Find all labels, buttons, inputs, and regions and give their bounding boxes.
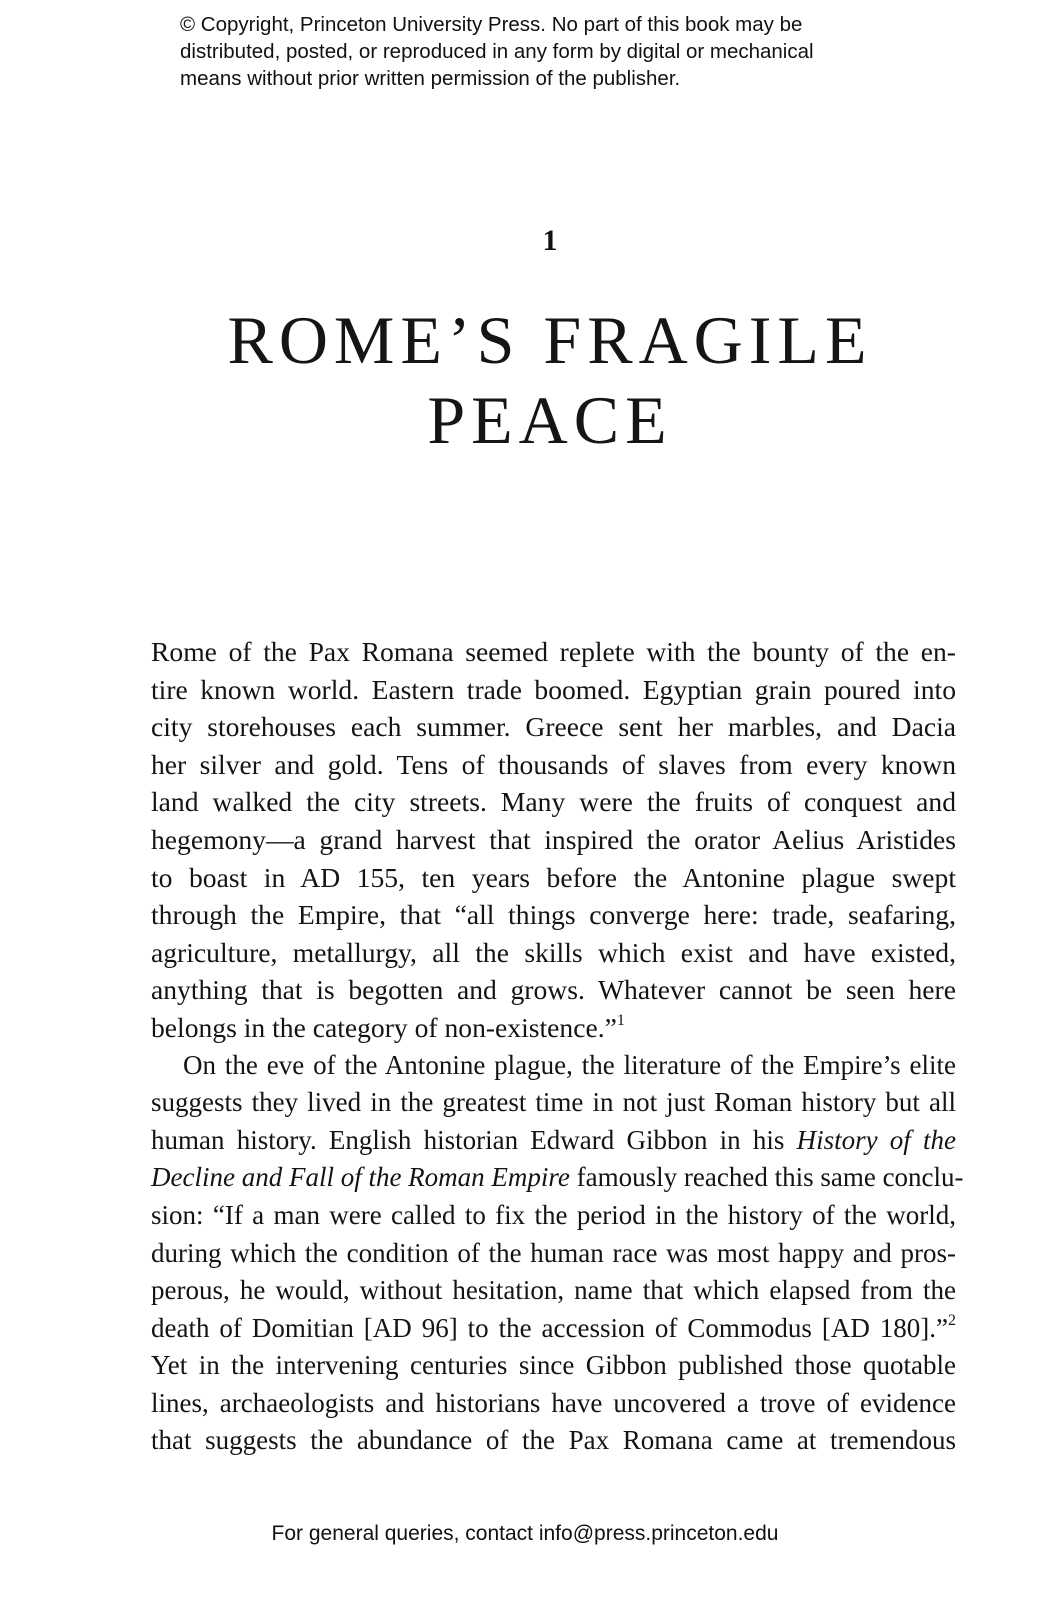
body-text xyxy=(151,633,964,1460)
text-segment: human history. English historian Edward Gibbon in his xyxy=(151,1124,797,1155)
text-line: Yet in the intervening centuries since Gibbon published those quotable xyxy=(151,1350,956,1381)
footnote-marker: 2 xyxy=(948,1311,956,1329)
copyright-line: means without prior written permission of the publisher. xyxy=(180,67,681,90)
text-line xyxy=(151,1009,956,1047)
footer-contact: For general queries, contact info@press.princeton.edu xyxy=(271,1522,779,1545)
text-line: to boast in AD 155, ten years before the Antonine plague swept xyxy=(151,861,956,893)
text-line xyxy=(151,1122,956,1160)
footnote-marker: 1 xyxy=(616,1011,625,1029)
text-line: Rome of the Pax Romana seemed replete with the bounty of the en- xyxy=(151,636,956,667)
chapter-title-line: ROME’S FRAGILE xyxy=(227,302,873,378)
text-segment: belongs in the category of non-existence.” xyxy=(151,1011,617,1043)
text-line xyxy=(151,1159,964,1197)
copyright-notice xyxy=(180,11,900,92)
text-line: that suggests the abundance of the Pax Romana came at tremendous xyxy=(151,1425,956,1456)
text-line xyxy=(151,1310,956,1348)
chapter-number: 1 xyxy=(542,224,558,257)
copyright-line: © Copyright, Princeton University Press. No part of this book may be xyxy=(180,13,803,36)
text-line: perous, he would, without hesitation, name that which elapsed from the xyxy=(151,1275,956,1306)
text-line: tire known world. Eastern trade boomed. Egyptian grain poured into xyxy=(151,673,956,705)
text-line: anything that is begotten and grows. Whatever cannot be seen here xyxy=(151,974,956,1006)
text-segment: famously reached this same conclu- xyxy=(569,1162,964,1193)
text-line: through the Empire, that “all things converge here: trade, seafaring, xyxy=(151,899,956,931)
text-line: her silver and gold. Tens of thousands of slaves from every known xyxy=(151,748,956,780)
text-line: On the eve of the Antonine plague, the literature of the Empire’s elite xyxy=(183,1049,956,1080)
text-line: sion: “If a man were called to fix the period in the history of the world, xyxy=(151,1199,956,1230)
text-line: during which the condition of the human race was most happy and pros- xyxy=(151,1237,956,1268)
chapter-title xyxy=(140,300,960,460)
text-line: lines, archaeologists and historians have uncovered a trove of evidence xyxy=(151,1387,956,1418)
text-line: land walked the city streets. Many were the fruits of conquest and xyxy=(151,786,956,818)
text-segment: death of Domitian [AD 96] to the accession of Commodus [AD 180].” xyxy=(151,1312,948,1343)
text-line: hegemony—a grand harvest that inspired the orator Aelius Aristides xyxy=(151,823,956,855)
text-line: agriculture, metallurgy, all the skills which exist and have existed, xyxy=(151,936,956,968)
text-line: suggests they lived in the greatest time in not just Roman history but all xyxy=(151,1087,956,1118)
text-line: city storehouses each summer. Greece sent her marbles, and Dacia xyxy=(151,711,956,743)
book-title: History of the xyxy=(796,1124,956,1155)
copyright-line: distributed, posted, or reproduced in any form by digital or mechanical xyxy=(180,40,814,63)
book-title: Decline and Fall of the Roman Empire xyxy=(151,1162,570,1193)
chapter-title-line: PEACE xyxy=(427,382,673,458)
